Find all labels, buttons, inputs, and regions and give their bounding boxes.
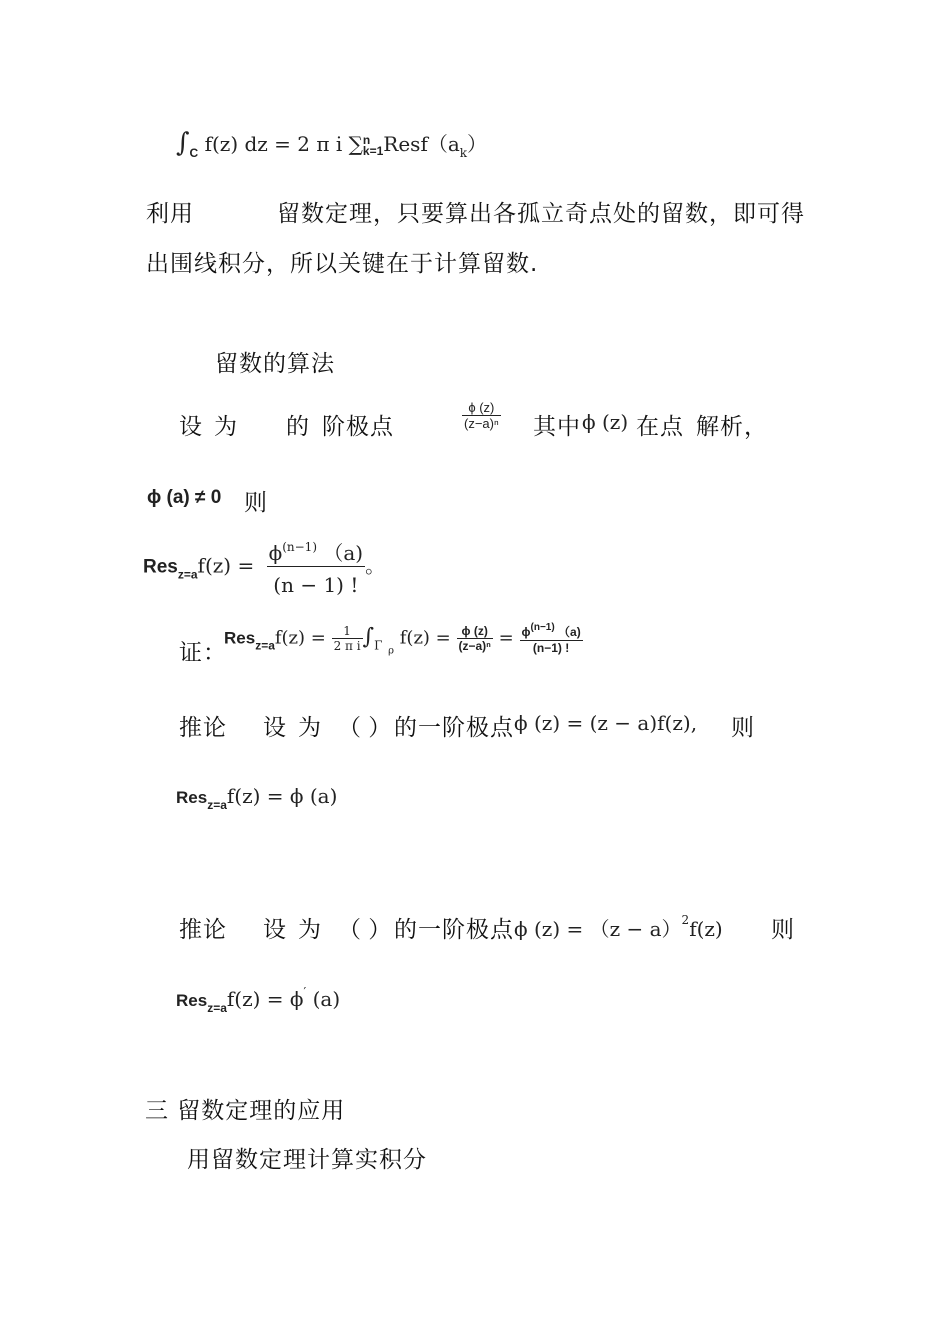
cor1-expr: ϕ (z) = (z − a)f(z), [514,711,698,735]
setup-fraction [462,400,501,431]
close-paren: ） [467,132,488,156]
cor2-prime: ′ [303,985,307,999]
proof-lhs: f(z) = [274,627,326,649]
cor2-wei: 为 [298,917,322,943]
cor1-res-sub: z=a [207,798,227,812]
cor1-she: 设 [263,715,287,741]
setup-zaidian: 在点 [636,414,684,440]
cor1-paren: （ ） [338,715,392,741]
setup-jiejidian: 阶极点 [322,414,394,440]
proof-f3-sup: (n−1) [530,622,555,633]
section-algo-title: 留数的算法 [215,351,335,377]
res-num-arg: （a) [323,541,364,565]
setup-jiexi: 解析， [696,414,768,440]
setup-phi-z: ϕ (z) [582,410,629,434]
cor2-res-sub: z=a [207,1001,227,1015]
cor1-rhs: f(z) = ϕ (a) [226,784,338,808]
integrand: f(z) dz = 2 π i [204,132,349,156]
cor2-paren: （ ） [338,917,392,943]
proof-f3-arg: （a) [558,625,581,639]
res-sub: z=a [177,567,198,582]
proof-f2-num: ϕ (z) [461,624,488,638]
proof-integral: ∫ [362,624,375,650]
cor2-expr-fz: f(z) [689,917,723,941]
resf-sub: k [459,146,468,160]
setup-frac-den: (z−a)ⁿ [464,416,499,431]
resf-term: Resf（a [383,132,460,156]
setup-wei: 为 [214,414,238,440]
cor2-expr [514,913,723,942]
proof-f3-den: (n−1) ! [520,640,583,655]
proof-eq: = [498,627,514,649]
subsection-title: 用留数定理计算实积分 [187,1147,427,1173]
sum-upper: n [362,132,371,147]
integral-sign: ∫ [176,128,190,158]
proof-fz: f(z) = [399,627,451,649]
proof-f2-den: (z−a)ⁿ [458,639,491,653]
cor2-text: 的一阶极点 [394,917,514,943]
sum-lower: k=1 [362,143,384,158]
cor1-formula [176,784,337,812]
condition-expr: ϕ (a) ≠ 0 [147,487,222,508]
cor2-tuilun: 推论 [179,917,227,943]
contour-label: C [189,146,199,160]
section3-title: 三 留数定理的应用 [145,1098,346,1124]
cor2-expr-sup: 2 [681,913,690,927]
sum-sign: ∑ [348,132,363,156]
cor2-she: 设 [263,917,287,943]
para1-line2: 出围线积分，所以关键在于计算留数. [146,251,539,277]
res-label: Res [143,556,178,578]
res-period: 。 [365,553,386,578]
setup-she: 设 [179,414,203,440]
setup-de: 的 [286,414,310,440]
cor2-expr-main: ϕ (z) = （z − a） [514,917,682,941]
condition-ze: 则 [244,490,268,516]
residue-theorem-formula [176,128,487,160]
proof-f1-den: 2 π i [333,639,361,653]
cor2-ze: 则 [771,917,795,943]
proof-res-sub: z=a [255,638,275,653]
setup-qizhong: 其中 [533,414,581,440]
proof-label: 证： [179,640,227,666]
cor2-formula [176,985,340,1015]
cor2-rhs: f(z) = ϕ [226,987,304,1011]
proof-gamma: Γ [374,638,383,653]
cor1-tuilun: 推论 [179,715,227,741]
cor2-arg: (a) [312,987,341,1011]
res-den: (n − 1) ! [267,566,366,597]
cor2-res: Res [176,991,208,1010]
para1-line1-a: 利用 [146,201,194,227]
proof-rho: ρ [388,645,395,657]
setup-frac-num: ϕ (z) [468,400,495,415]
proof-f3-phi: ϕ [521,625,531,639]
para1-line1-b: 留数定理，只要算出各孤立奇点处的留数，即可得 [277,201,805,227]
residue-nth-order-formula [143,537,385,597]
cor1-wei: 为 [298,715,322,741]
res-num-sup: (n−1) [282,540,317,554]
cor1-res: Res [176,788,208,807]
proof-formula [224,622,583,657]
proof-res: Res [224,628,256,648]
cor1-text: 的一阶极点 [394,715,514,741]
cor1-ze: 则 [731,715,755,741]
res-lhs: f(z) = [197,553,255,578]
res-num-phi: ϕ [268,541,283,565]
proof-f1-num: 1 [343,624,351,638]
